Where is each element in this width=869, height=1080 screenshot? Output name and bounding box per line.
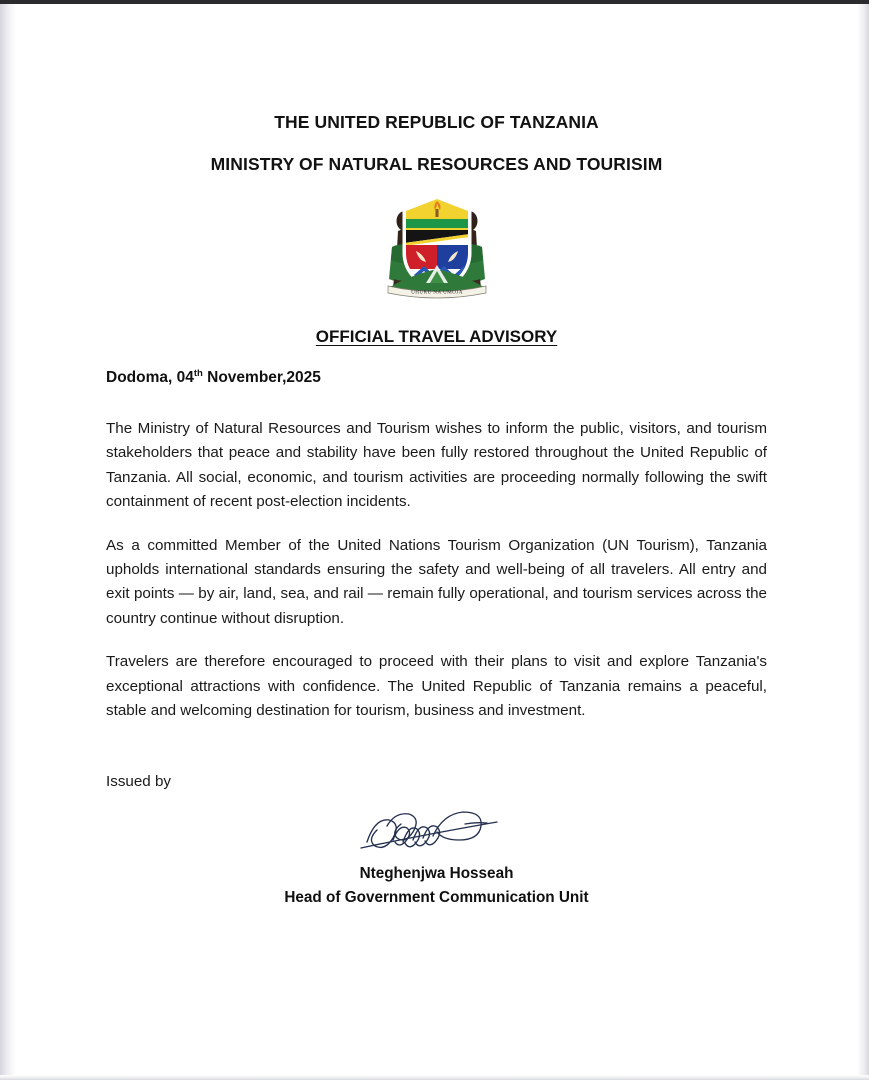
page-title: OFFICIAL TRAVEL ADVISORY [315,327,558,346]
dateline [106,369,767,387]
dateline-ordinal-suffix: th [193,367,203,379]
dateline-month-year: November,2025 [202,369,321,386]
paragraph-2: As a committed Member of the United Nations Tourism Organization (UN Tourism), Tanzania upholds international standards ensuring the safety and well-being of all travelers. All entry and exit points — by air, land, sea, and rail — remain fully operational, and tourism services across the country continue without disruption. [106,536,767,627]
signer-title: Head of Government Communication Unit [284,889,589,907]
handwritten-signature-icon [347,796,527,858]
signer-name: Nteghenjwa Hosseah [359,865,514,883]
page-right-edge-shadow [857,4,869,1080]
emblem-container [16,191,857,303]
page-left-edge-shadow [0,4,16,1080]
document-header [16,4,857,173]
document-sheet [16,4,857,1075]
page-bottom-edge-shadow [0,1075,869,1080]
dateline-place-day: Dodoma, 04 [106,369,194,386]
paragraph-1: The Ministry of Natural Resources and Tourism wishes to inform the public, visitors, and tourism stakeholders that peace and stability have been fully restored throughout the United Republic of Tanzania. All social, economic, and tourism activities are proceeding normally following the swift containment of recent post-election incidents. [106,420,767,511]
coat-of-arms-icon [378,191,496,303]
issued-by-label: Issued by [106,773,172,791]
paragraph-3: Travelers are therefore encouraged to proceed with their plans to visit and explore Tanzania's exceptional attractions with confidence. The United Republic of Tanzania remains a peaceful, stable and welcoming destination for tourism, business and investment. [106,653,767,720]
signer-block [106,862,767,910]
motto-text: UHURU NA UMOJA [410,289,463,296]
signature-area [106,796,767,858]
ministry-heading: MINISTRY OF NATURAL RESOURCES AND TOURISIM [210,153,663,174]
document-body [106,347,767,910]
country-heading: THE UNITED REPUBLIC OF TANZANIA [274,112,599,132]
